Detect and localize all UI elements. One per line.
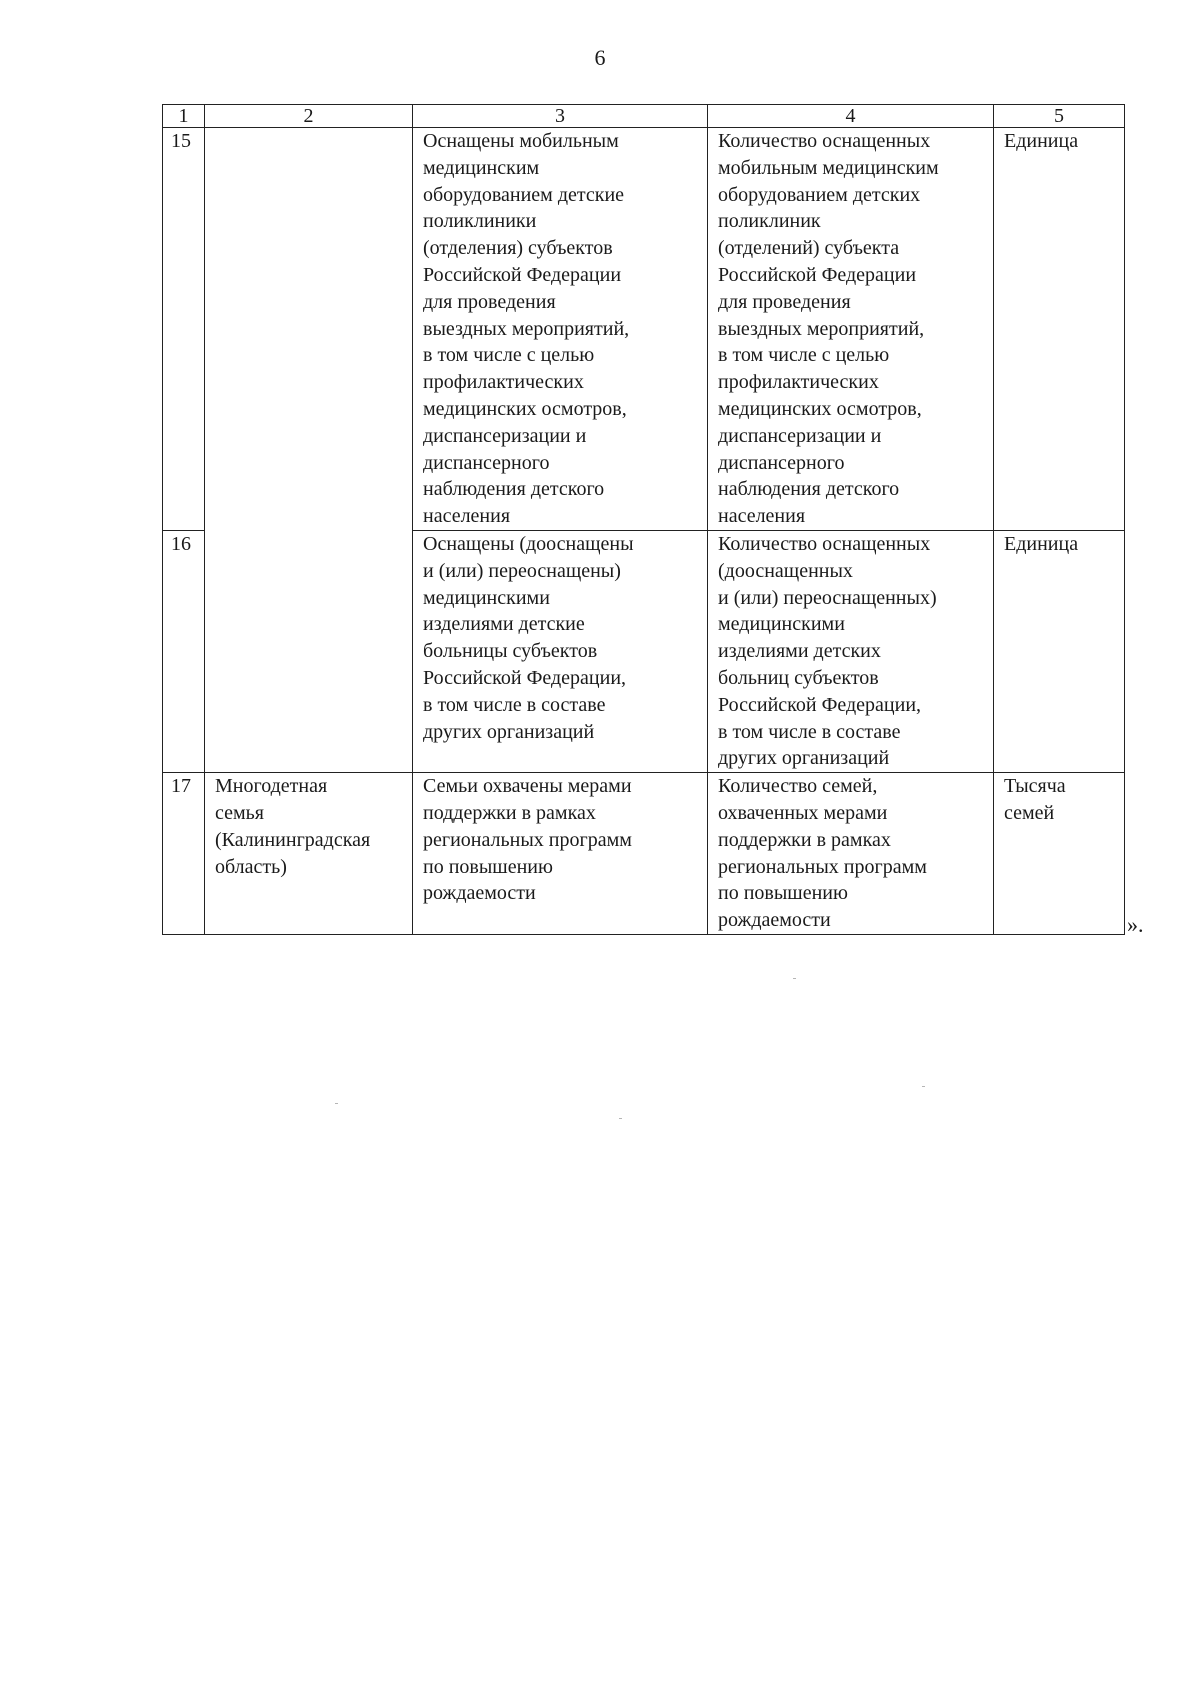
column-header: 1 [163,105,205,128]
unit-cell: Тысяча семей [994,773,1125,935]
indicator-cell: Количество оснащенных мобильным медицинским оборудованием детских поликлиник (отделений) субъекта Российской Федерации для проведения выездных мероприятий, в том числе с целью профилактических медицинских осмотров, диспансеризации и диспансерного наблюдения детского населения [708,128,994,531]
result-cell: Оснащены (дооснащены и (или) переоснащены) медицинскими изделиями детские больницы субъектов Российской Федерации, в том числе в составе других организаций [413,531,708,773]
project-name-cell: Многодетная семья (Калининградская область) [205,773,413,935]
table-header-row [163,105,1125,128]
table-row [163,773,1125,935]
column-header: 4 [708,105,994,128]
scan-speck [619,1118,622,1119]
row-number: 15 [163,128,205,531]
indicators-table [162,104,1125,935]
scan-speck [922,1086,925,1087]
project-name-cell [205,128,413,773]
scan-speck [335,1103,338,1104]
closing-quote: ». [1127,912,1144,937]
column-header: 2 [205,105,413,128]
indicator-cell: Количество оснащенных (дооснащенных и (или) переоснащенных) медицинскими изделиями детских больниц субъектов Российской Федерации, в том числе в составе других организаций [708,531,994,773]
scan-speck [793,978,796,979]
table-row [163,128,1125,531]
row-number: 16 [163,531,205,773]
row-number: 17 [163,773,205,935]
column-header: 3 [413,105,708,128]
unit-cell: Единица [994,128,1125,531]
page-number: 6 [594,45,606,70]
indicator-cell: Количество семей, охваченных мерами поддержки в рамках региональных программ по повышению рождаемости [708,773,994,935]
result-cell: Оснащены мобильным медицинским оборудованием детские поликлиники (отделения) субъектов Российской Федерации для проведения выездных мероприятий, в том числе с целью профилактических медицинских осмотров, диспансеризации и диспансерного наблюдения детского населения [413,128,708,531]
column-header: 5 [994,105,1125,128]
unit-cell: Единица [994,531,1125,773]
result-cell: Семьи охвачены мерами поддержки в рамках региональных программ по повышению рождаемости [413,773,708,935]
